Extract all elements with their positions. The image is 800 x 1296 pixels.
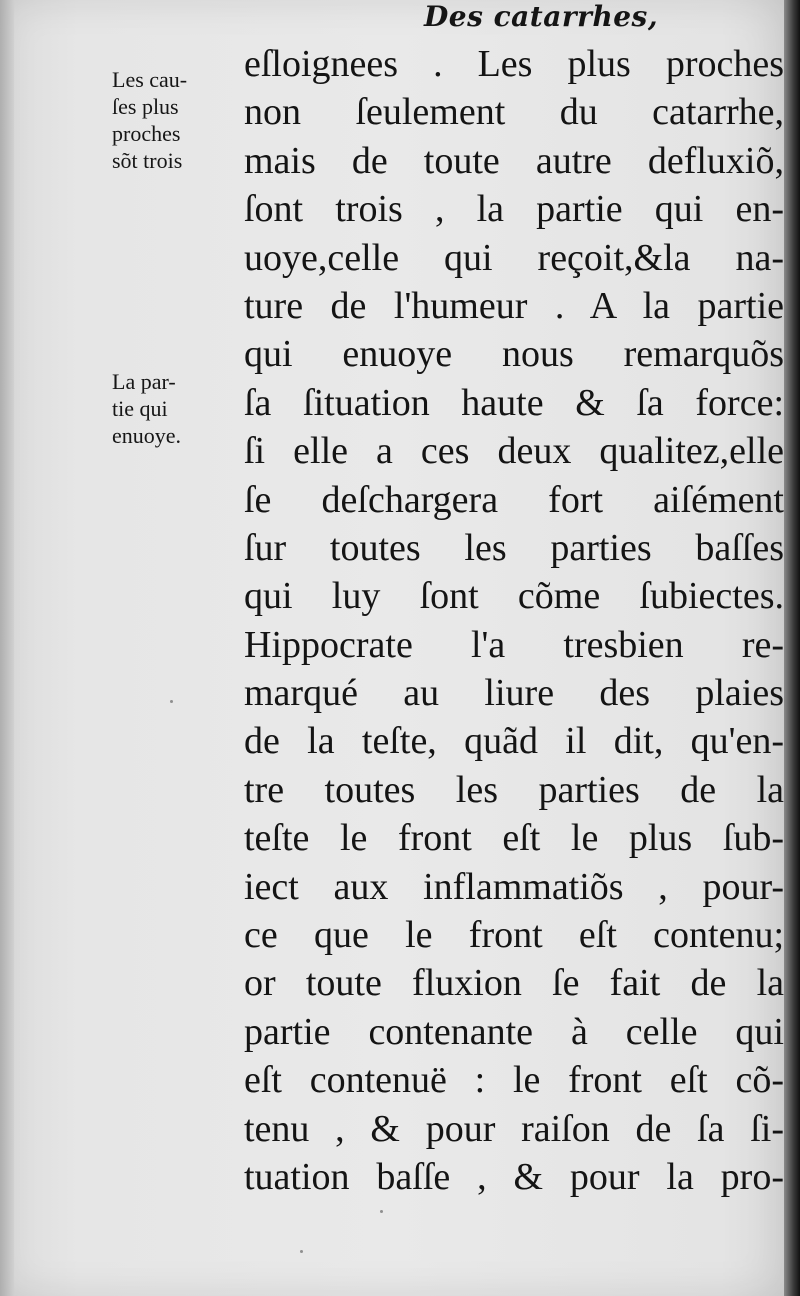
- text-line: eſt contenuë : le front eſt cõ-: [244, 1059, 784, 1102]
- margin-note-line: enuoye.: [112, 423, 182, 448]
- text-line: ſi elle a ces deux qualitez,elle: [244, 430, 784, 473]
- margin-note-line: Les cau-: [112, 67, 188, 92]
- text-line: tuation baſſe , & pour la pro-: [244, 1155, 784, 1198]
- body-text: [244, 40, 784, 1201]
- running-head: Des catarrhes,: [424, 0, 659, 33]
- margin-note-line: proches: [112, 121, 181, 146]
- text-line: ſur toutes les parties baſſes: [244, 526, 784, 569]
- page-edge-shadow: [784, 0, 800, 1296]
- margin-note-line: La par-: [112, 369, 176, 394]
- text-line: eſloignees . Les plus proches: [244, 43, 784, 85]
- margin-note-sending-part: [112, 368, 242, 449]
- text-line: partie contenante à celle qui: [244, 1010, 784, 1053]
- text-line: teſte le front eſt le plus ſub-: [244, 817, 784, 860]
- margin-note-causes: [112, 66, 242, 174]
- margin-note-line: ſes plus: [112, 94, 179, 119]
- text-line: tenu , & pour raiſon de ſa ſi-: [244, 1107, 784, 1150]
- text-line: qui luy ſont cõme ſubiectes.: [244, 575, 784, 618]
- text-line: de la teſte, quãd il dit, qu'en-: [244, 720, 784, 763]
- page-gutter-shadow: [0, 0, 14, 1296]
- text-line: or toute fluxion ſe fait de la: [244, 962, 784, 1005]
- text-line: Hippocrate l'a tresbien re-: [244, 623, 784, 666]
- text-line: mais de toute autre defluxiõ,: [244, 139, 784, 182]
- text-line: ſont trois , la partie qui en-: [244, 188, 784, 231]
- text-line: uoye,celle qui reçoit,&la na-: [244, 236, 784, 279]
- margin-note-line: sõt trois: [112, 148, 183, 173]
- text-line: ce que le front eſt contenu;: [244, 914, 784, 957]
- text-line: ſe deſchargera fort aiſément: [244, 478, 784, 521]
- text-line: ture de l'humeur . A la partie: [244, 284, 784, 327]
- text-line: marqué au liure des plaies: [244, 672, 784, 715]
- margin-note-line: tie qui: [112, 396, 168, 421]
- text-line: ſa ſituation haute & ſa force:: [244, 381, 784, 424]
- text-line: non ſeulement du catarrhe,: [244, 91, 784, 134]
- paper-speck: [380, 1210, 383, 1213]
- paper-speck: [300, 1250, 303, 1253]
- text-line: qui enuoye nous remarquõs: [244, 333, 784, 376]
- paper-speck: [170, 700, 173, 703]
- text-line: iect aux inflammatiõs , pour-: [244, 865, 784, 908]
- text-line: tre toutes les parties de la: [244, 768, 784, 811]
